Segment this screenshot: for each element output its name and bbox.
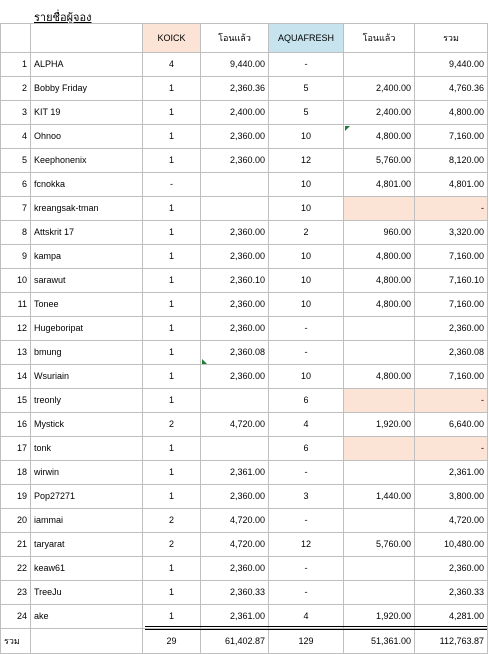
name-cell[interactable]: tonk [31, 437, 143, 461]
header-total[interactable]: รวม [415, 24, 488, 53]
name-cell[interactable]: treonly [31, 389, 143, 413]
koick-qty-cell[interactable]: 1 [143, 365, 201, 389]
name-cell[interactable]: bmung [31, 341, 143, 365]
totals-koick[interactable]: 29 [143, 629, 201, 654]
aquafresh-qty-cell[interactable]: 12 [269, 533, 344, 557]
row-index-cell[interactable]: 14 [1, 365, 31, 389]
koick-paid-cell[interactable]: 2,361.00 [201, 605, 269, 629]
name-cell[interactable]: Bobby Friday [31, 77, 143, 101]
aquafresh-qty-cell[interactable]: 6 [269, 437, 344, 461]
name-cell[interactable]: Pop27271 [31, 485, 143, 509]
table-row [1, 557, 488, 581]
name-cell[interactable]: sarawut [31, 269, 143, 293]
name-cell[interactable]: kampa [31, 245, 143, 269]
aquafresh-qty-cell[interactable]: 6 [269, 389, 344, 413]
total-cell[interactable]: 4,760.36 [415, 77, 488, 101]
aquafresh-paid-cell[interactable]: 5,760.00 [344, 533, 415, 557]
koick-qty-cell[interactable]: 1 [143, 317, 201, 341]
aquafresh-qty-cell[interactable]: - [269, 461, 344, 485]
koick-paid-cell[interactable]: 2,360.00 [201, 485, 269, 509]
total-cell[interactable]: 6,640.00 [415, 413, 488, 437]
koick-qty-cell[interactable]: 2 [143, 533, 201, 557]
total-cell[interactable]: 7,160.00 [415, 293, 488, 317]
aquafresh-qty-cell[interactable]: 5 [269, 77, 344, 101]
aquafresh-qty-cell[interactable]: - [269, 557, 344, 581]
header-koick[interactable]: KOICK [143, 24, 201, 53]
total-cell[interactable]: 7,160.00 [415, 245, 488, 269]
koick-qty-cell[interactable]: 1 [143, 293, 201, 317]
aquafresh-qty-cell[interactable]: 12 [269, 149, 344, 173]
table-row [1, 437, 488, 461]
name-cell[interactable]: Tonee [31, 293, 143, 317]
koick-qty-cell[interactable]: 1 [143, 437, 201, 461]
header-row [1, 24, 488, 53]
table-row [1, 53, 488, 77]
table-row [1, 269, 488, 293]
table-row [1, 293, 488, 317]
row-index-cell[interactable]: 11 [1, 293, 31, 317]
table-row [1, 173, 488, 197]
aquafresh-paid-cell[interactable]: 4,800.00 [344, 125, 415, 149]
total-cell[interactable]: - [415, 197, 488, 221]
aquafresh-paid-cell[interactable]: 960.00 [344, 221, 415, 245]
total-cell[interactable]: - [415, 389, 488, 413]
koick-paid-cell[interactable]: 4,720.00 [201, 533, 269, 557]
aquafresh-paid-cell[interactable]: 1,920.00 [344, 413, 415, 437]
aquafresh-qty-cell[interactable]: - [269, 581, 344, 605]
koick-paid-cell[interactable]: 2,360.33 [201, 581, 269, 605]
table-row [1, 317, 488, 341]
koick-qty-cell[interactable]: 1 [143, 221, 201, 245]
koick-qty-cell[interactable]: 1 [143, 101, 201, 125]
header-index[interactable] [1, 24, 31, 53]
booking-table [0, 23, 488, 654]
koick-paid-cell[interactable]: 9,440.00 [201, 53, 269, 77]
row-index-cell[interactable]: 13 [1, 341, 31, 365]
aquafresh-paid-cell[interactable] [344, 197, 415, 221]
row-index-cell[interactable]: 9 [1, 245, 31, 269]
total-cell[interactable]: 2,360.00 [415, 317, 488, 341]
row-index-cell[interactable]: 19 [1, 485, 31, 509]
koick-qty-cell[interactable]: 1 [143, 269, 201, 293]
koick-paid-cell[interactable]: 2,360.36 [201, 77, 269, 101]
row-index-cell[interactable]: 3 [1, 101, 31, 125]
name-cell[interactable]: keaw61 [31, 557, 143, 581]
row-index-cell[interactable]: 20 [1, 509, 31, 533]
koick-qty-cell[interactable]: 2 [143, 509, 201, 533]
comment-marker-icon [202, 359, 207, 364]
name-cell[interactable]: wirwin [31, 461, 143, 485]
table-row [1, 533, 488, 557]
aquafresh-paid-cell[interactable]: 4,800.00 [344, 293, 415, 317]
table-row [1, 341, 488, 365]
koick-qty-cell[interactable]: - [143, 173, 201, 197]
total-cell[interactable]: 4,720.00 [415, 509, 488, 533]
aquafresh-paid-cell[interactable] [344, 341, 415, 365]
koick-qty-cell[interactable]: 1 [143, 341, 201, 365]
table-row [1, 461, 488, 485]
aquafresh-paid-cell[interactable]: 4,801.00 [344, 173, 415, 197]
name-cell[interactable]: taryarat [31, 533, 143, 557]
koick-paid-cell[interactable]: 2,360.10 [201, 269, 269, 293]
koick-paid-cell[interactable]: 2,360.00 [201, 365, 269, 389]
name-cell[interactable]: Wsuriain [31, 365, 143, 389]
row-index-cell[interactable]: 8 [1, 221, 31, 245]
aquafresh-qty-cell[interactable]: 10 [269, 125, 344, 149]
row-index-cell[interactable]: 17 [1, 437, 31, 461]
row-index-cell[interactable]: 23 [1, 581, 31, 605]
koick-paid-cell[interactable]: 2,360.08 [201, 341, 269, 365]
aquafresh-qty-cell[interactable]: 2 [269, 221, 344, 245]
koick-qty-cell[interactable]: 2 [143, 413, 201, 437]
totals-aquafresh-paid[interactable]: 51,361.00 [344, 629, 415, 654]
table-row [1, 77, 488, 101]
row-index-cell[interactable]: 12 [1, 317, 31, 341]
totals-aquafresh[interactable]: 129 [269, 629, 344, 654]
aquafresh-qty-cell[interactable]: 10 [269, 365, 344, 389]
totals-spacer[interactable] [31, 629, 143, 654]
koick-qty-cell[interactable]: 1 [143, 389, 201, 413]
total-cell[interactable]: 4,800.00 [415, 101, 488, 125]
row-index-cell[interactable]: 10 [1, 269, 31, 293]
aquafresh-paid-cell[interactable] [344, 581, 415, 605]
name-cell[interactable]: iammai [31, 509, 143, 533]
row-index-cell[interactable]: 16 [1, 413, 31, 437]
koick-paid-cell[interactable]: 2,361.00 [201, 461, 269, 485]
table-row [1, 101, 488, 125]
aquafresh-qty-cell[interactable]: 4 [269, 605, 344, 629]
table-row [1, 221, 488, 245]
aquafresh-paid-cell[interactable]: 1,920.00 [344, 605, 415, 629]
koick-paid-cell[interactable]: 2,360.00 [201, 245, 269, 269]
aquafresh-qty-cell[interactable]: 10 [269, 245, 344, 269]
name-cell[interactable]: fcnokka [31, 173, 143, 197]
total-cell[interactable]: 10,480.00 [415, 533, 488, 557]
aquafresh-qty-cell[interactable]: - [269, 53, 344, 77]
table-row [1, 197, 488, 221]
totals-row [1, 629, 488, 654]
koick-qty-cell[interactable]: 1 [143, 557, 201, 581]
koick-qty-cell[interactable]: 4 [143, 53, 201, 77]
total-cell[interactable]: 2,361.00 [415, 461, 488, 485]
row-index-cell[interactable]: 22 [1, 557, 31, 581]
row-index-cell[interactable]: 4 [1, 125, 31, 149]
table-row [1, 605, 488, 629]
table-row [1, 509, 488, 533]
total-cell[interactable]: 8,120.00 [415, 149, 488, 173]
koick-paid-cell[interactable] [201, 197, 269, 221]
name-cell[interactable]: kreangsak-tman [31, 197, 143, 221]
name-cell[interactable]: Attskrit 17 [31, 221, 143, 245]
koick-paid-cell[interactable]: 2,360.00 [201, 293, 269, 317]
aquafresh-paid-cell[interactable] [344, 509, 415, 533]
koick-qty-cell[interactable]: 1 [143, 149, 201, 173]
total-cell[interactable]: 3,800.00 [415, 485, 488, 509]
row-index-cell[interactable]: 6 [1, 173, 31, 197]
table-row [1, 125, 488, 149]
table-row [1, 149, 488, 173]
aquafresh-paid-cell[interactable]: 2,400.00 [344, 101, 415, 125]
aquafresh-qty-cell[interactable]: 5 [269, 101, 344, 125]
koick-paid-cell[interactable] [201, 389, 269, 413]
aquafresh-paid-cell[interactable] [344, 389, 415, 413]
aquafresh-paid-cell[interactable]: 5,760.00 [344, 149, 415, 173]
comment-marker-icon [345, 126, 350, 131]
sheet-title: รายชื่อผู้จอง [34, 12, 92, 24]
row-index-cell[interactable]: 7 [1, 197, 31, 221]
koick-paid-cell[interactable]: 2,360.00 [201, 149, 269, 173]
row-index-cell[interactable]: 24 [1, 605, 31, 629]
name-cell[interactable]: Ohnoo [31, 125, 143, 149]
name-cell[interactable]: ALPHA [31, 53, 143, 77]
name-cell[interactable]: Hugeboripat [31, 317, 143, 341]
name-cell[interactable]: Mystick [31, 413, 143, 437]
aquafresh-qty-cell[interactable]: 4 [269, 413, 344, 437]
total-cell[interactable]: 4,801.00 [415, 173, 488, 197]
aquafresh-qty-cell[interactable]: 10 [269, 269, 344, 293]
koick-paid-cell[interactable] [201, 437, 269, 461]
total-cell[interactable]: 7,160.00 [415, 365, 488, 389]
koick-paid-cell[interactable]: 2,360.00 [201, 557, 269, 581]
total-cell[interactable]: 2,360.00 [415, 557, 488, 581]
aquafresh-paid-cell[interactable] [344, 557, 415, 581]
aquafresh-paid-cell[interactable]: 4,800.00 [344, 245, 415, 269]
table-row [1, 485, 488, 509]
koick-qty-cell[interactable]: 1 [143, 485, 201, 509]
table-row [1, 389, 488, 413]
koick-qty-cell[interactable]: 1 [143, 581, 201, 605]
koick-paid-cell[interactable]: 4,720.00 [201, 509, 269, 533]
table-row [1, 413, 488, 437]
aquafresh-qty-cell[interactable]: - [269, 509, 344, 533]
row-index-cell[interactable]: 1 [1, 53, 31, 77]
row-index-cell[interactable]: 21 [1, 533, 31, 557]
header-name[interactable] [31, 24, 143, 53]
name-cell[interactable]: Keephonenix [31, 149, 143, 173]
aquafresh-qty-cell[interactable]: 10 [269, 173, 344, 197]
total-double-underline [145, 626, 487, 630]
name-cell[interactable]: TreeJu [31, 581, 143, 605]
aquafresh-qty-cell[interactable]: 3 [269, 485, 344, 509]
aquafresh-paid-cell[interactable]: 2,400.00 [344, 77, 415, 101]
total-cell[interactable]: 7,160.00 [415, 125, 488, 149]
koick-qty-cell[interactable]: 1 [143, 605, 201, 629]
koick-qty-cell[interactable]: 1 [143, 125, 201, 149]
totals-koick-paid[interactable]: 61,402.87 [201, 629, 269, 654]
aquafresh-paid-cell[interactable]: 4,800.00 [344, 365, 415, 389]
table-row [1, 581, 488, 605]
aquafresh-paid-cell[interactable]: 4,800.00 [344, 269, 415, 293]
koick-paid-cell[interactable] [201, 173, 269, 197]
totals-grand-total[interactable]: 112,763.87 [415, 629, 488, 654]
totals-label[interactable]: รวม [1, 629, 31, 654]
total-cell[interactable]: 2,360.08 [415, 341, 488, 365]
header-transferred-aqua[interactable]: โอนแล้ว [344, 24, 415, 53]
row-index-cell[interactable]: 15 [1, 389, 31, 413]
total-cell[interactable]: 7,160.10 [415, 269, 488, 293]
koick-paid-cell[interactable]: 2,360.00 [201, 317, 269, 341]
name-cell[interactable]: ake [31, 605, 143, 629]
koick-qty-cell[interactable]: 1 [143, 461, 201, 485]
aquafresh-paid-cell[interactable] [344, 53, 415, 77]
aquafresh-qty-cell[interactable]: - [269, 317, 344, 341]
aquafresh-paid-cell[interactable] [344, 461, 415, 485]
koick-paid-cell[interactable]: 2,360.00 [201, 125, 269, 149]
aquafresh-paid-cell[interactable]: 1,440.00 [344, 485, 415, 509]
aquafresh-paid-cell[interactable] [344, 317, 415, 341]
aquafresh-paid-cell[interactable] [344, 437, 415, 461]
total-cell[interactable]: 3,320.00 [415, 221, 488, 245]
table-row [1, 245, 488, 269]
aquafresh-qty-cell[interactable]: 10 [269, 293, 344, 317]
koick-paid-cell[interactable]: 2,360.00 [201, 221, 269, 245]
row-index-cell[interactable]: 5 [1, 149, 31, 173]
koick-qty-cell[interactable]: 1 [143, 197, 201, 221]
koick-qty-cell[interactable]: 1 [143, 245, 201, 269]
header-transferred-koick[interactable]: โอนแล้ว [201, 24, 269, 53]
koick-paid-cell[interactable]: 4,720.00 [201, 413, 269, 437]
aquafresh-qty-cell[interactable]: 10 [269, 197, 344, 221]
total-cell[interactable]: 9,440.00 [415, 53, 488, 77]
table-row [1, 365, 488, 389]
total-cell[interactable]: 2,360.33 [415, 581, 488, 605]
koick-qty-cell[interactable]: 1 [143, 77, 201, 101]
koick-paid-cell[interactable]: 2,400.00 [201, 101, 269, 125]
aquafresh-qty-cell[interactable]: - [269, 341, 344, 365]
name-cell[interactable]: KIT 19 [31, 101, 143, 125]
total-cell[interactable]: 4,281.00 [415, 605, 488, 629]
header-aquafresh[interactable]: AQUAFRESH [269, 24, 344, 53]
total-cell[interactable]: - [415, 437, 488, 461]
row-index-cell[interactable]: 2 [1, 77, 31, 101]
row-index-cell[interactable]: 18 [1, 461, 31, 485]
